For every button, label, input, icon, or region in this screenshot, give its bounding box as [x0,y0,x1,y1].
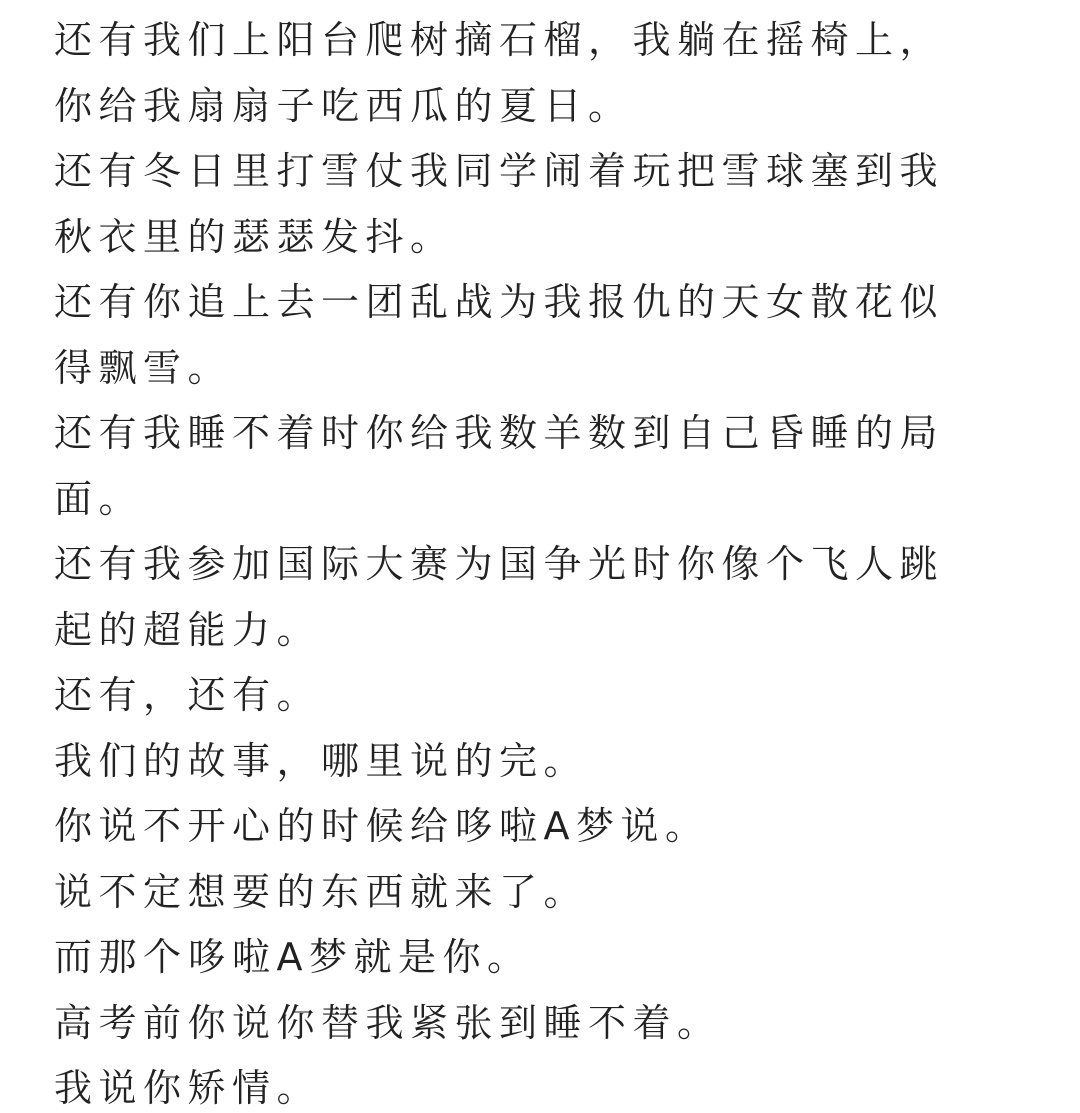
text-line: 高考前你说你替我紧张到睡不着。 [54,1000,722,1045]
text-line: 我们的故事，哪里说的完。 [54,738,589,783]
text-line: 还有，还有。 [54,673,322,717]
text-line: 还有冬日里打雪仗我同学闹着玩把雪球塞到我 [54,149,945,193]
text-line: 秋衣里的瑟瑟发抖。 [54,214,455,259]
text-line: 得飘雪。 [54,345,233,390]
text-line: 说不定想要的东西就来了。 [54,869,589,914]
text-line: 我说你矫情。 [54,1066,322,1110]
text-line: 还有我们上阳台爬树摘石榴，我躺在摇椅上， [54,18,945,62]
story-text [54,8,1014,1113]
text-line: 而那个哆啦A梦就是你。 [54,935,532,979]
text-line: 还有我睡不着时你给我数羊数到自己昏睡的局 [54,411,945,455]
text-line: 你说不开心的时候给哆啦A梦说。 [54,804,710,848]
text-line: 你给我扇扇子吃西瓜的夏日。 [54,83,633,128]
text-line: 面。 [54,476,144,521]
text-line: 还有我参加国际大赛为国争光时你像个飞人跳 [54,542,945,586]
text-line: 起的超能力。 [54,607,322,652]
text-line: 还有你追上去一团乱战为我报仇的天女散花似 [54,280,945,324]
